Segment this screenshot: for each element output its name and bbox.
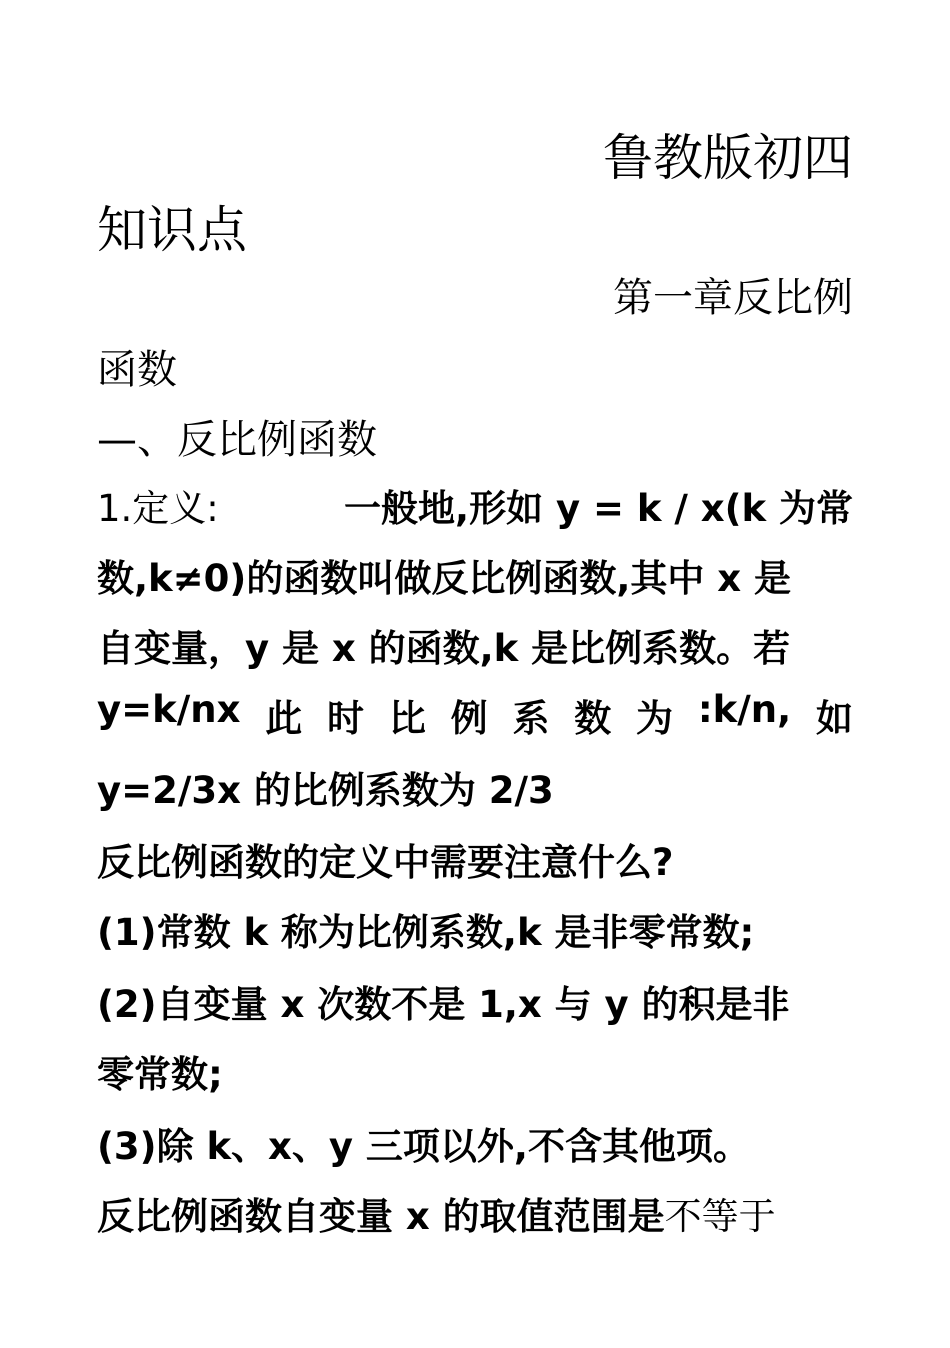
definition-line4 — [97, 688, 853, 742]
question-heading: 反比例函数的定义中需要注意什么? — [97, 841, 674, 884]
def-word: :k/n, — [697, 688, 792, 731]
note-item-2-line1: (2)自变量 x 次数不是 1,x 与 y 的积是非 — [97, 983, 790, 1026]
note-item-2-line2: 零常数; — [97, 1053, 223, 1096]
domain-text-line — [97, 1186, 853, 1240]
def-word: 比 — [388, 697, 426, 740]
def-word: 数 — [574, 697, 612, 740]
definition-line2: 数,k≠0)的函数叫做反比例函数,其中 x 是 — [97, 557, 792, 600]
def-word: 例 — [450, 697, 488, 740]
definition-text-1: 一般地,形如 y = k / x(k 为常 — [344, 487, 853, 530]
doc-title-line2: 知识点 — [97, 201, 247, 259]
def-word: y=k/nx — [97, 688, 241, 731]
def-word: 如 — [815, 697, 853, 740]
def-word: 此 — [265, 697, 303, 740]
note-item-3: (3)除 k、x、y 三项以外,不含其他项。 — [97, 1125, 750, 1168]
def-word: 系 — [512, 697, 550, 740]
domain-text-bold: 反比例函数自变量 x 的取值范围是 — [97, 1195, 665, 1238]
note-item-1: (1)常数 k 称为比例系数,k 是非零常数; — [97, 911, 755, 954]
doc-title-line1: 鲁教版初四 — [603, 129, 853, 187]
chapter-title-line2: 函数 — [97, 347, 177, 393]
def-word: 时 — [327, 697, 365, 740]
definition-line3: 自变量，y 是 x 的函数,k 是比例系数。若 — [97, 627, 791, 670]
definition-label: 1.定义: — [97, 487, 219, 530]
section-heading: —、反比例函数 — [97, 417, 377, 463]
definition-line5: y=2/3x 的比例系数为 2/3 — [97, 769, 554, 812]
chapter-title-line1: 第一章反比例 — [613, 275, 853, 321]
definition-line1 — [97, 478, 853, 532]
def-word: 为 — [636, 697, 674, 740]
domain-text-normal: 不等于 — [664, 1195, 776, 1238]
